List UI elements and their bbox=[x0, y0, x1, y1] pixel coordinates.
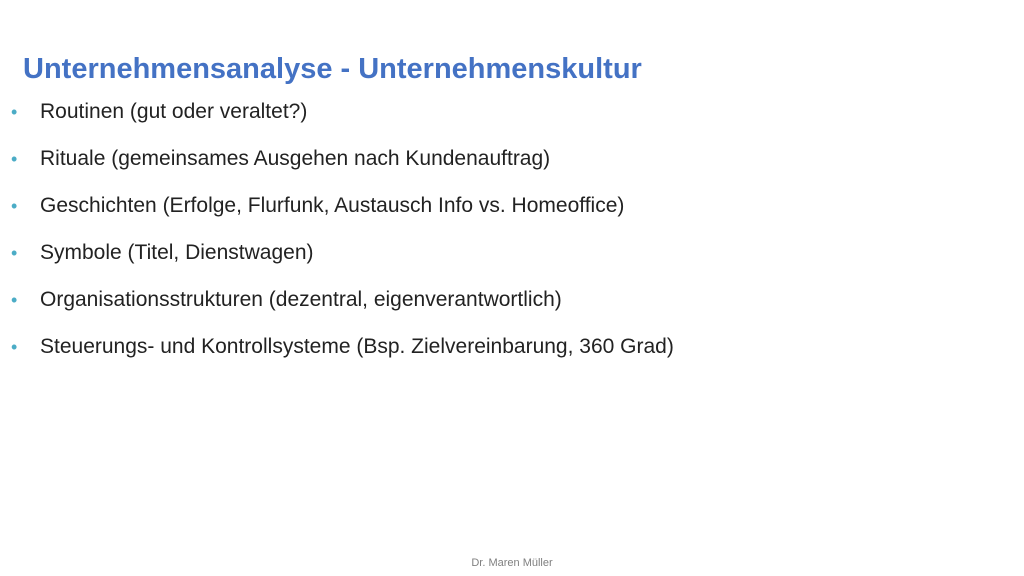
bullet-text: Geschichten (Erfolge, Flurfunk, Austausch Info vs. Homeoffice) bbox=[40, 194, 625, 217]
bullet-text: Rituale (gemeinsames Ausgehen nach Kundenauftrag) bbox=[40, 147, 551, 170]
slide-title: Unternehmensanalyse - Unternehmenskultur bbox=[23, 53, 642, 85]
bullet-text: Steuerungs- und Kontrollsysteme (Bsp. Zielvereinbarung, 360 Grad) bbox=[40, 335, 674, 358]
bullet-icon: • bbox=[11, 337, 18, 357]
bullet-item-rituale bbox=[10, 145, 674, 192]
bullet-icon: • bbox=[11, 196, 18, 216]
bullet-icon: • bbox=[11, 149, 18, 169]
bullet-icon: • bbox=[11, 290, 18, 310]
bullet-list bbox=[10, 98, 674, 380]
bullet-text: Organisationsstrukturen (dezentral, eigenverantwortlich) bbox=[40, 288, 562, 311]
slide-footer-author: Dr. Maren Müller bbox=[471, 557, 553, 569]
bullet-item-steuerungssysteme bbox=[10, 333, 674, 380]
bullet-item-symbole bbox=[10, 239, 674, 286]
bullet-item-organisationsstrukturen bbox=[10, 286, 674, 333]
bullet-text: Symbole (Titel, Dienstwagen) bbox=[40, 241, 314, 264]
bullet-text: Routinen (gut oder veraltet?) bbox=[40, 100, 308, 123]
bullet-icon: • bbox=[11, 243, 18, 263]
bullet-item-routinen bbox=[10, 98, 674, 145]
bullet-icon: • bbox=[11, 102, 18, 122]
bullet-item-geschichten bbox=[10, 192, 674, 239]
